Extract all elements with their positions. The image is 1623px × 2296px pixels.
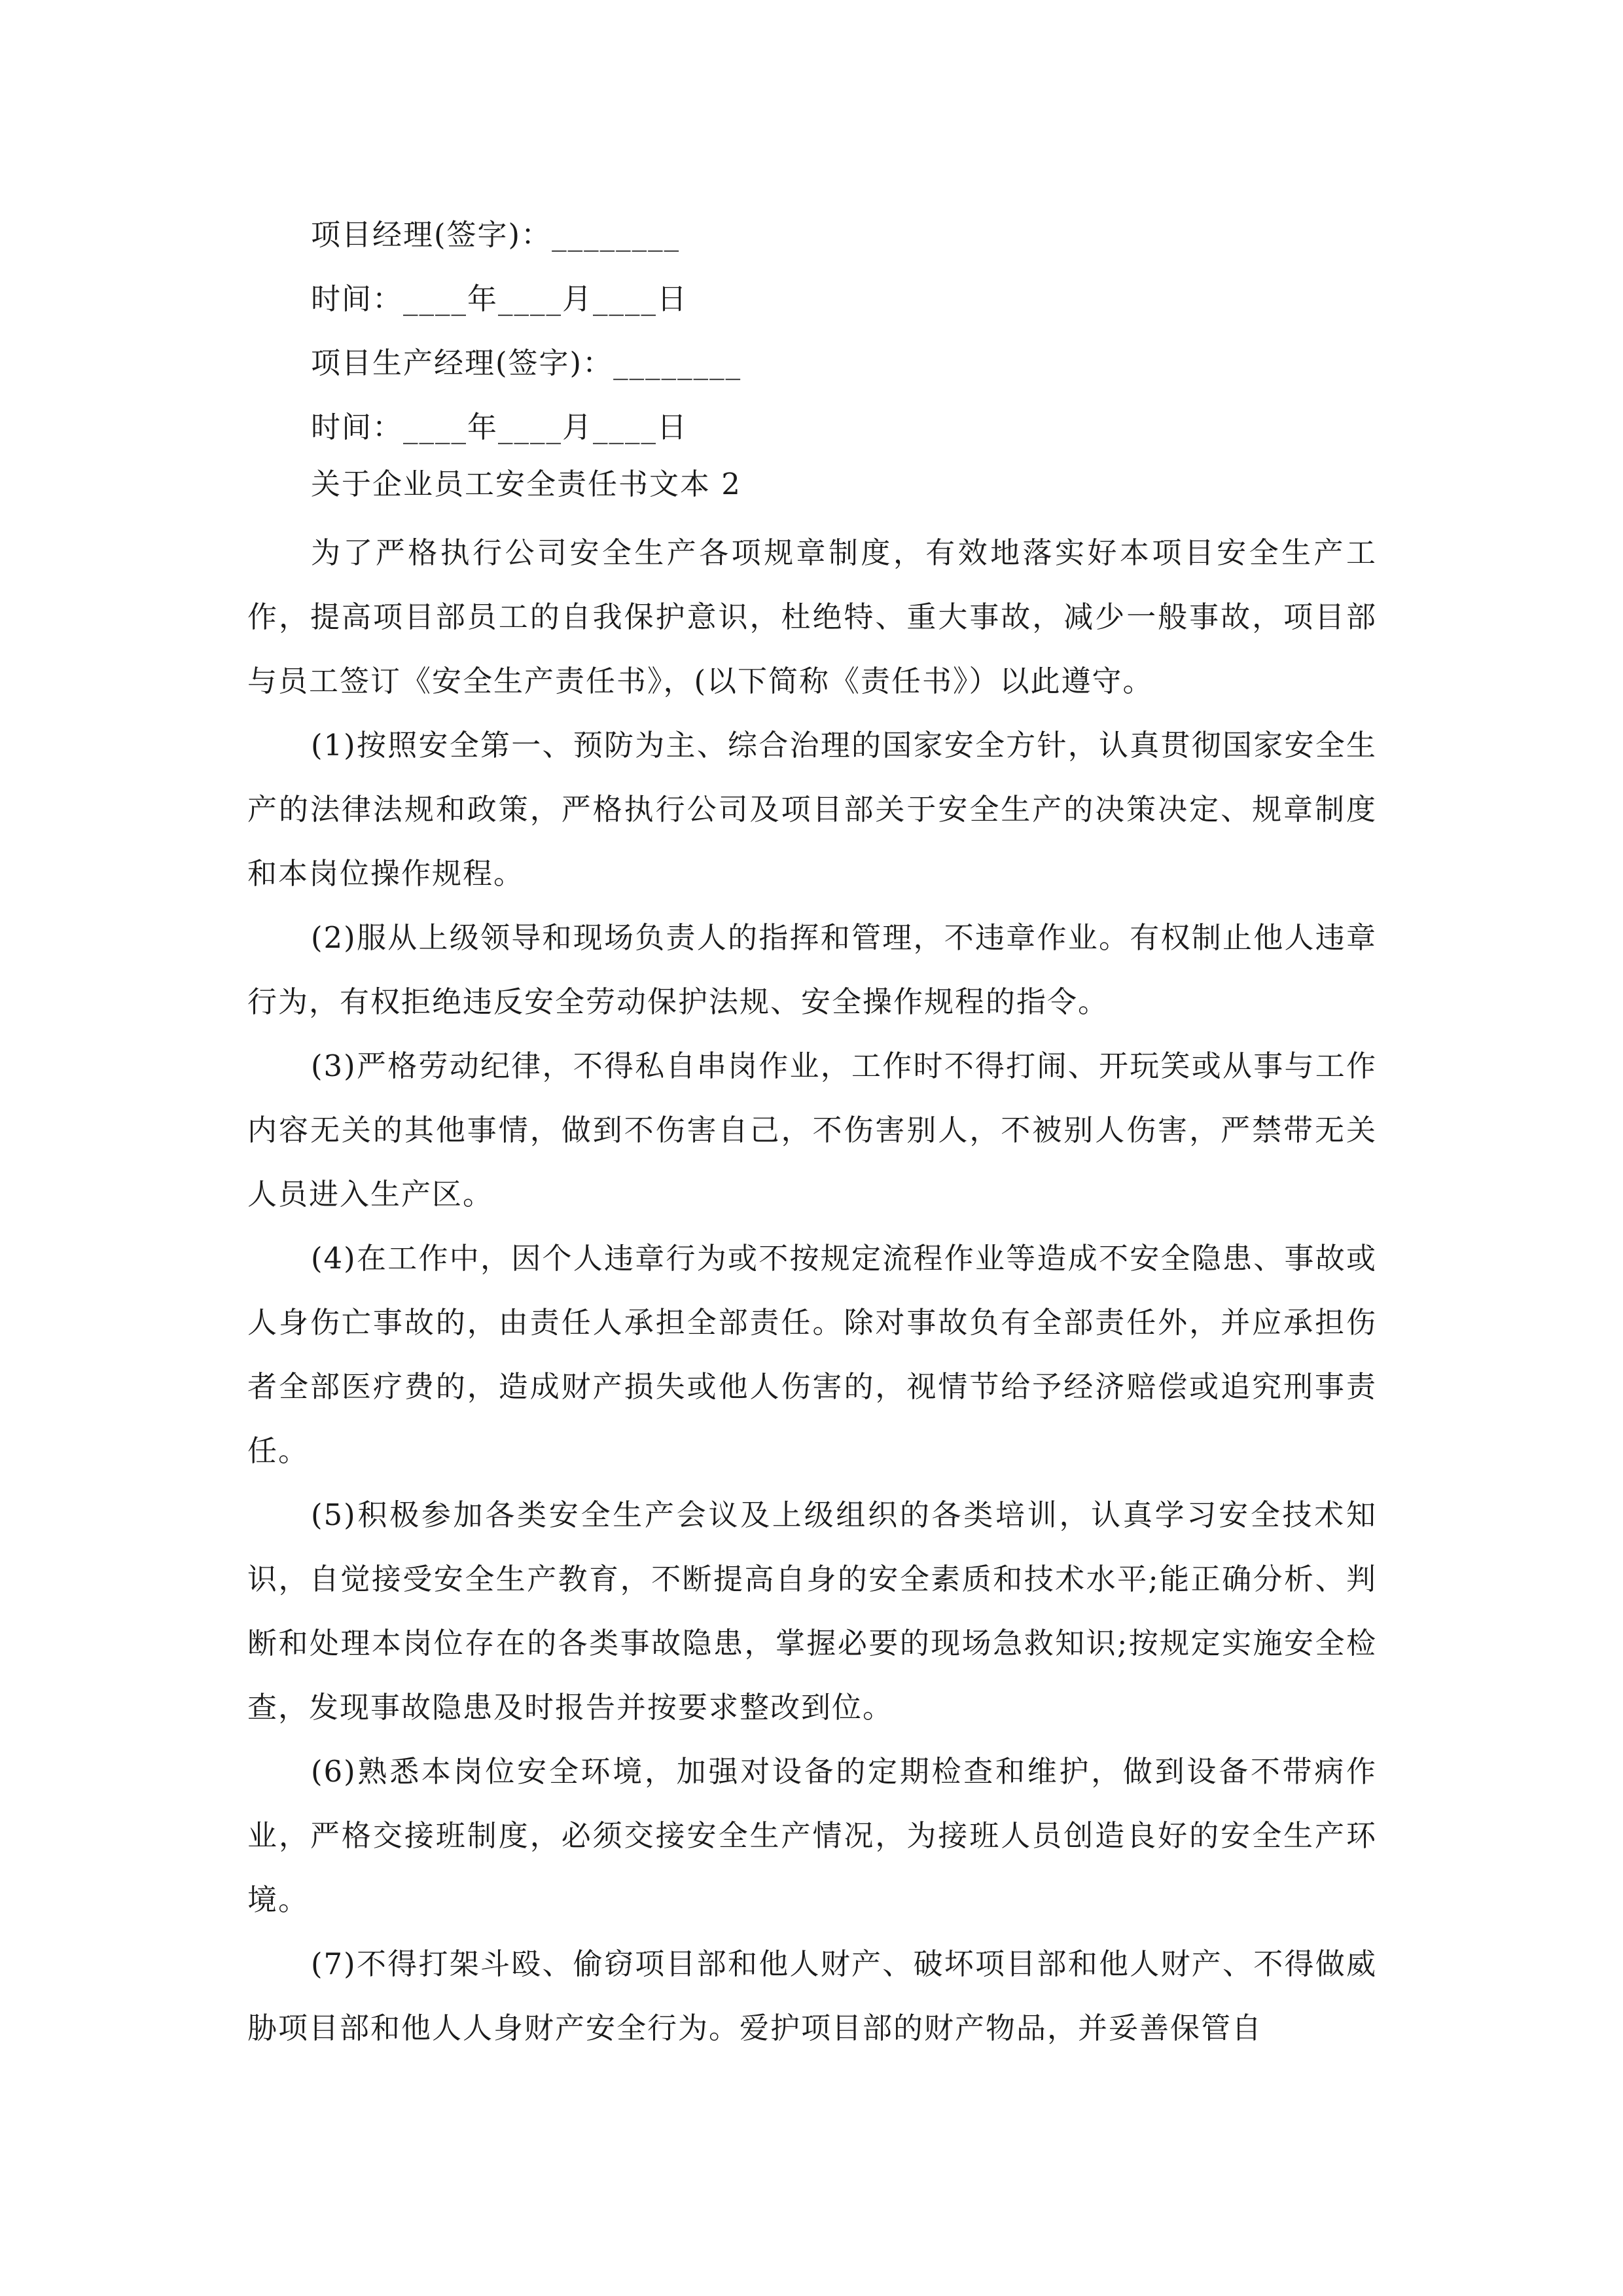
signature-block xyxy=(311,203,1384,459)
paragraph-item-3: (3)严格劳动纪律，不得私自串岗作业，工作时不得打闹、开玩笑或从事与工作内容无关的其他事情，做到不伤害自己，不伤害别人，不被别人伤害，严禁带无关人员进入生产区。 xyxy=(247,1049,1377,1211)
paragraph-item-6: (6)熟悉本岗位安全环境，加强对设备的定期检查和维护，做到设备不带病作业，严格交接班制度，必须交接安全生产情况，为接班人员创造良好的安全生产环境。 xyxy=(247,1754,1377,1917)
paragraph-intro: 为了严格执行公司安全生产各项规章制度，有效地落实好本项目安全生产工作，提高项目部员工的自我保护意识，杜绝特、重大事故，减少一般事故，项目部与员工签订《安全生产责任书》，(以下简称《责任书》）以此遵守。 xyxy=(247,535,1377,698)
paragraph-item-4: (4)在工作中，因个人违章行为或不按规定流程作业等造成不安全隐患、事故或人身伤亡事故的，由责任人承担全部责任。除对事故负有全部责任外，并应承担伤者全部医疗费的，造成财产损失或他人伤害的，视情节给予经济赔偿或追究刑事责任。 xyxy=(247,1241,1377,1468)
paragraph-item-7: (7)不得打架斗殴、偷窃项目部和他人财产、破坏项目部和他人财产、不得做威胁项目部和他人人身财产安全行为。爱护项目部的财产物品，并妥善保管自 xyxy=(247,1946,1377,2045)
paragraph-item-1: (1)按照安全第一、预防为主、综合治理的国家安全方针，认真贯彻国家安全生产的法律法规和政策，严格执行公司及项目部关于安全生产的决策决定、规章制度和本岗位操作规程。 xyxy=(247,728,1377,891)
signature-date-2: 时间：____年____月____日 xyxy=(311,410,688,444)
production-manager-signature: 项目生产经理(签字)：________ xyxy=(311,346,742,380)
document-body xyxy=(247,521,1377,2060)
paragraph-item-5: (5)积极参加各类安全生产会议及上级组织的各类培训，认真学习安全技术知识，自觉接受安全生产教育，不断提高自身的安全素质和技术水平;能正确分析、判断和处理本岗位存在的各类事故隐患，掌握必要的现场急救知识;按规定实施安全检查，发现事故隐患及时报告并按要求整改到位。 xyxy=(247,1498,1377,1725)
signature-date-1: 时间：____年____月____日 xyxy=(311,281,688,316)
document-title: 关于企业员工安全责任书文本 2 xyxy=(311,467,741,501)
project-manager-signature: 项目经理(签字)：________ xyxy=(311,217,681,252)
paragraph-item-2: (2)服从上级领导和现场负责人的指挥和管理，不违章作业。有权制止他人违章行为，有权拒绝违反安全劳动保护法规、安全操作规程的指令。 xyxy=(247,920,1377,1019)
